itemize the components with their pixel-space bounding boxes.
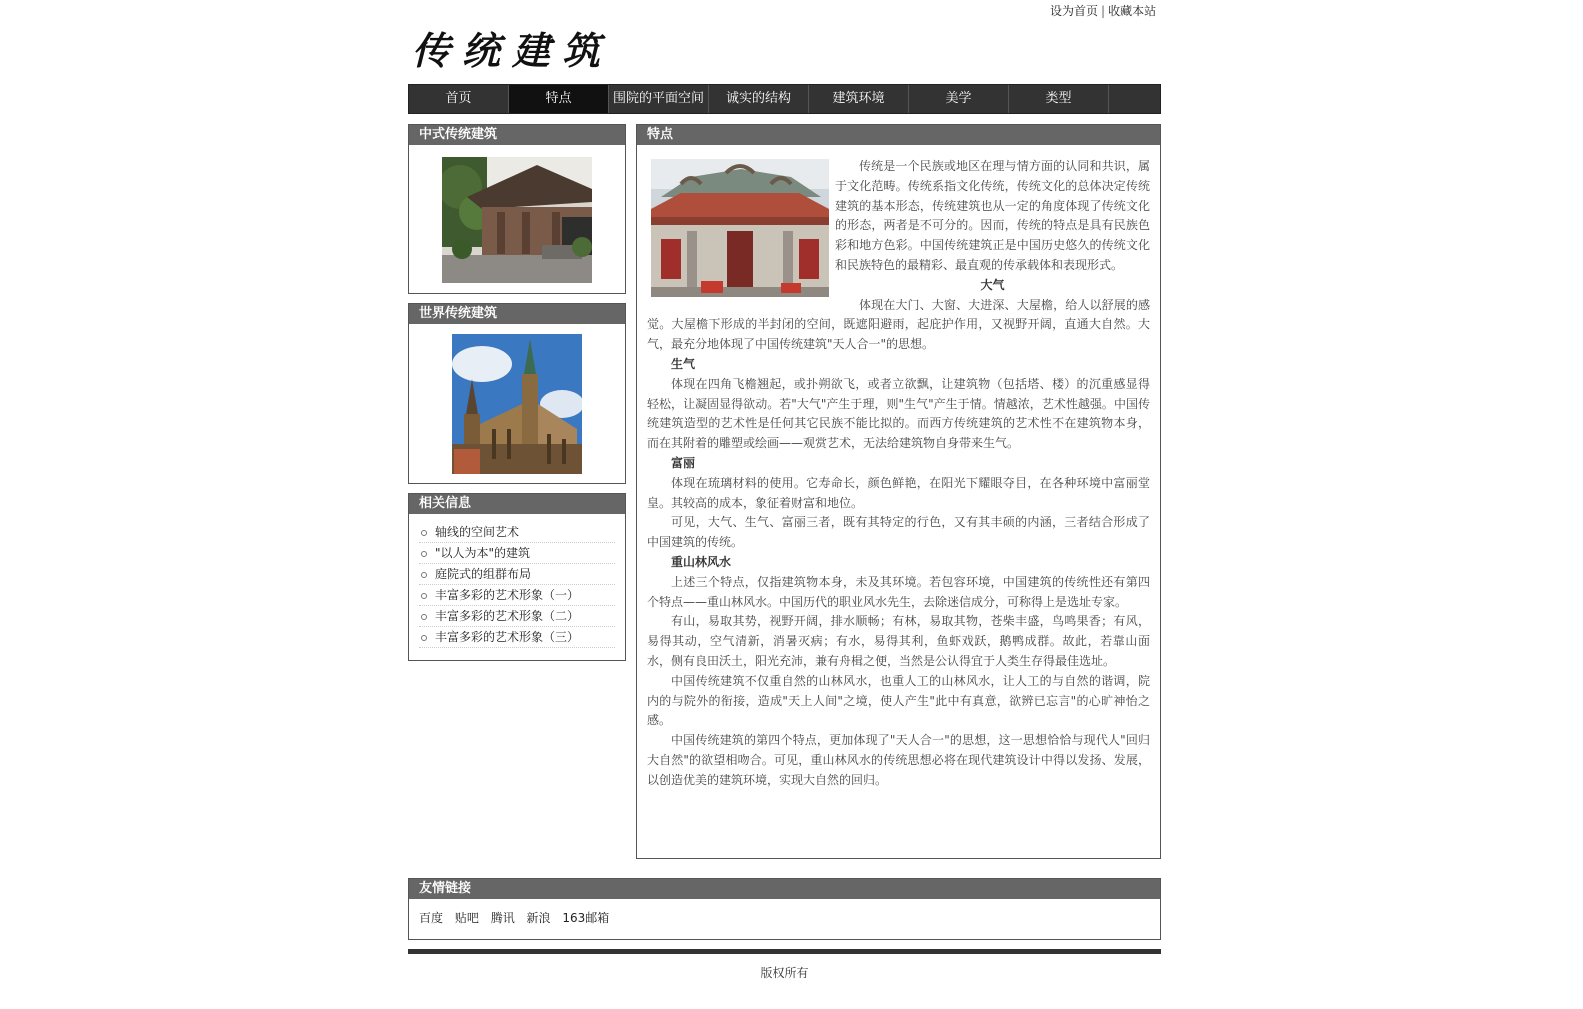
site-logo-text: 传统建筑 [412, 28, 613, 73]
features-article-title: 特点 [637, 125, 1160, 145]
friend-link-sina[interactable]: 新浪 [526, 911, 551, 925]
heading-grand: 大气 [980, 277, 1005, 292]
paragraph: 可见，大气、生气、富丽三者，既有其特定的行色，又有其丰硕的内涵，三者结合形成了中国建筑的传统。 [647, 515, 1150, 550]
list-item[interactable] [419, 585, 615, 606]
friend-link-tieba[interactable]: 贴吧 [454, 911, 479, 925]
related-info-list [409, 514, 625, 648]
nav-item-honest-structure[interactable]: 诚实的结构 [709, 85, 809, 113]
set-homepage-link[interactable]: 设为首页 [1050, 4, 1099, 18]
footer-divider [408, 949, 1161, 954]
related-link[interactable]: "以人为本"的建筑 [435, 546, 531, 560]
top-links-separator: | [1101, 4, 1106, 18]
nav-item-home[interactable]: 首页 [409, 85, 509, 113]
article-intro: 传统是一个民族或地区在理与情方面的认同和共识，属于文化范畴。传统系指文化传统，传统文化的总体决定传统建筑的基本形态，传统建筑也从一定的角度体现了传统文化的形态，两者是不可分的。因而，传统的特点是具有民族色彩和地方色彩。中国传统建筑正是中国历史悠久的传统文化和民族特色的最精彩、最直观的传承载体和表现形式。 [835, 159, 1150, 272]
friend-link-baidu[interactable]: 百度 [419, 911, 444, 925]
features-article-box [636, 124, 1161, 859]
list-item[interactable] [419, 606, 615, 627]
friend-links-title: 友情链接 [409, 879, 1160, 899]
chinese-architecture-title: 中式传统建筑 [409, 125, 625, 145]
world-architecture-image-wrap [409, 324, 625, 474]
related-info-box [408, 493, 626, 661]
related-link[interactable]: 丰富多彩的艺术形象（一） [435, 588, 580, 602]
list-item[interactable] [419, 543, 615, 564]
list-item[interactable] [419, 522, 615, 543]
article-body [637, 145, 1160, 791]
bookmark-site-link[interactable]: 收藏本站 [1108, 4, 1157, 18]
list-item[interactable] [419, 564, 615, 585]
paragraph: 体现在琉璃材料的使用。它寿命长，颜色鲜艳，在阳光下耀眼夺目，在各种环境中富丽堂皇。其较高的成本，象征着财富和地位。 [647, 475, 1150, 510]
world-architecture-title: 世界传统建筑 [409, 304, 625, 324]
paragraph: 中国传统建筑不仅重自然的山林风水，也重人工的山林风水，让人工的与自然的谐调，院内的与院外的衔接，造成"天上人间"之境，使人产生"此中有真意，欲辨已忘言"的心旷神怡之感。 [647, 673, 1150, 728]
related-link[interactable]: 丰富多彩的艺术形象（三） [435, 630, 580, 644]
nav-item-types[interactable]: 类型 [1009, 85, 1109, 113]
top-links [1050, 2, 1170, 18]
chinese-architecture-image-wrap [409, 145, 625, 283]
paragraph: 上述三个特点，仅指建筑物本身，未及其环境。若包容环境，中国建筑的传统性还有第四个特点——重山林风水。中国历代的职业风水先生，去除迷信成分，可称得上是选址专家。 [647, 574, 1150, 609]
nav-item-courtyard-space[interactable]: 围院的平面空间 [609, 85, 709, 113]
nav-item-aesthetics[interactable]: 美学 [909, 85, 1009, 113]
friend-links-box [408, 878, 1161, 940]
related-info-title: 相关信息 [409, 494, 625, 514]
nav-item-environment[interactable]: 建筑环境 [809, 85, 909, 113]
main-nav [408, 84, 1161, 114]
paragraph: 体现在大门、大窗、大进深、大屋檐，给人以舒展的感觉。大屋檐下形成的半封闭的空间，既遮阳避雨，起庇护作用，又视野开阔，直通大自然。大气，最充分地体现了中国传统建筑"天人合一"的思想。 [647, 297, 1150, 352]
heading-vitality: 生气 [671, 356, 696, 371]
friend-link-tencent[interactable]: 腾讯 [490, 911, 515, 925]
site-logo[interactable] [412, 26, 612, 76]
cathedral-photo[interactable] [452, 334, 582, 474]
chinese-architecture-box [408, 124, 626, 294]
chinese-house-photo[interactable] [442, 157, 592, 283]
friend-link-163mail[interactable]: 163邮箱 [562, 911, 610, 925]
friend-links-list [409, 899, 1160, 936]
paragraph: 体现在四角飞檐翘起，或扑朔欲飞，或者立欲飘，让建筑物（包括塔、楼）的沉重感显得轻松，让凝固显得欲动。若"大气"产生于理，则"生气"产生于情。情越浓，艺术性越强。中国传统建筑造型的艺术性是任何其它民族不能比拟的。而西方传统建筑的艺术性不在建筑物本身，而在其附着的雕塑或绘画——观赏艺术，无法给建筑物自身带来生气。 [647, 376, 1150, 451]
temple-photo[interactable] [651, 159, 829, 297]
world-architecture-box [408, 303, 626, 484]
related-link[interactable]: 丰富多彩的艺术形象（二） [435, 609, 580, 623]
related-link[interactable]: 轴线的空间艺术 [435, 525, 520, 539]
paragraph: 中国传统建筑的第四个特点，更加体现了"天人合一"的思想，这一思想恰恰与现代人"回归大自然"的欲望相吻合。可见，重山林风水的传统思想必将在现代建筑设计中得以发扬、发展，以创造优美的建筑环境，实现大自然的回归。 [647, 733, 1150, 787]
related-link[interactable]: 庭院式的组群布局 [435, 567, 532, 581]
copyright-text: 版权所有 [760, 966, 809, 980]
nav-item-features[interactable]: 特点 [509, 85, 609, 113]
heading-fengshui: 重山林风水 [671, 554, 732, 569]
heading-splendor: 富丽 [671, 455, 696, 470]
paragraph: 有山，易取其势，视野开阔，排水顺畅；有林，易取其物，苍柴丰盛，鸟鸣果香；有风，易得其动，空气清新，消暑灭病；有水，易得其利，鱼虾戏跃，鹅鸭成群。故此，若靠山面水，侧有良田沃土，阳光充沛，兼有舟楫之便，当然是公认得宜于人类生存得最佳选址。 [647, 614, 1150, 668]
list-item[interactable] [419, 627, 615, 648]
